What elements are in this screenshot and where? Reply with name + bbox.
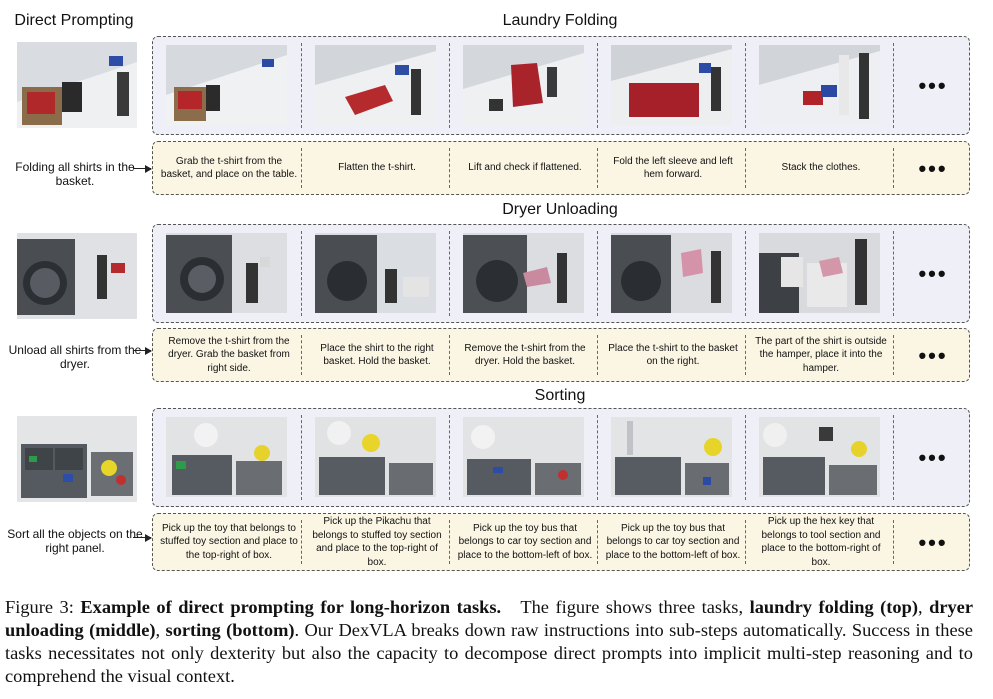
step-divider (449, 415, 450, 500)
step-divider (893, 415, 894, 500)
ellipsis-icon: ••• (918, 445, 948, 470)
laundry-step-1-text: Grab the t-shirt from the basket, and place on the table. (160, 155, 298, 180)
sorting-step-5-image (759, 417, 880, 497)
step-divider (449, 148, 450, 188)
dryer-step-3-text: Remove the t-shirt from the dryer. Hold the basket. (464, 342, 586, 367)
caption-sep-1: , (917, 597, 923, 617)
step-divider (597, 520, 598, 564)
sorting-step-4-image (611, 417, 732, 497)
step-divider (449, 231, 450, 316)
step-divider (449, 43, 450, 128)
sorting-step-1-image (166, 417, 287, 497)
ellipsis-icon: ••• (918, 156, 948, 181)
step-divider (597, 148, 598, 188)
arrow-icon (133, 350, 151, 351)
caption-text-2: . Our DexVLA breaks down raw instructions into sub-steps automatically. Success in these tasks necessitates not only dexterity but also the capacity to decompose direct prompts into implicit multi-step reasoning and to comprehend the visual context. (5, 620, 973, 686)
sorting-step-2-text: Pick up the Pikachu that belongs to stuffed toy section and place to the top-right of box. (312, 516, 442, 568)
caption-text-1: The figure shows three tasks, (520, 597, 744, 617)
laundry-instruction: Folding all shirts in the basket. (15, 160, 135, 188)
sorting-step-3-text: Pick up the toy bus that belongs to car toy section and place to the bottom-left of box. (457, 522, 593, 561)
step-divider (597, 43, 598, 128)
direct-prompting-heading: Direct Prompting (14, 12, 134, 29)
laundry-step-4-image (611, 45, 732, 125)
sorting-step-5-text: Pick up the hex key that belongs to tool section and place to the bottom-right of box. (761, 516, 881, 568)
sorting-image-panel (152, 408, 970, 507)
step-divider (301, 231, 302, 316)
dryer-step-4-text: Place the t-shirt to the basket on the right. (608, 342, 738, 367)
step-divider (893, 43, 894, 128)
step-divider (597, 335, 598, 375)
sorting-step-1-text: Pick up the toy that belongs to stuffed toy section and place to the top-right of box. (160, 522, 298, 561)
caption-bold-1: laundry folding (top) (749, 597, 918, 617)
step-divider (745, 231, 746, 316)
step-divider (745, 520, 746, 564)
step-divider (745, 148, 746, 188)
step-divider (893, 148, 894, 188)
task-title-sorting: Sorting (534, 387, 586, 404)
step-divider (745, 415, 746, 500)
caption-title: Example of direct prompting for long-horizon tasks. (80, 597, 502, 617)
dryer-step-2-image (315, 233, 436, 313)
step-divider (893, 335, 894, 375)
step-divider (597, 415, 598, 500)
laundry-step-2-image (315, 45, 436, 125)
step-divider (745, 335, 746, 375)
step-divider (449, 335, 450, 375)
step-divider (301, 43, 302, 128)
ellipsis-icon: ••• (918, 73, 948, 98)
caption-bold-3: sorting (bottom) (165, 620, 295, 640)
step-divider (301, 415, 302, 500)
laundry-step-5-text: Stack the clothes. (781, 162, 861, 174)
sorting-step-4-text: Pick up the toy bus that belongs to car toy section and place to the bottom-left of box. (605, 522, 741, 561)
laundry-overview-image (17, 42, 137, 128)
ellipsis-icon: ••• (918, 261, 948, 286)
step-divider (893, 520, 894, 564)
figure-caption (5, 596, 973, 688)
step-divider (745, 43, 746, 128)
step-divider (449, 520, 450, 564)
task-title-laundry-folding: Laundry Folding (502, 12, 618, 29)
dryer-step-5-image (759, 233, 880, 313)
step-divider (893, 231, 894, 316)
laundry-step-3-text: Lift and check if flattened. (468, 162, 582, 174)
dryer-step-2-text: Place the shirt to the right basket. Hold the basket. (320, 342, 434, 367)
ellipsis-icon: ••• (918, 530, 948, 555)
step-divider (597, 231, 598, 316)
laundry-steps-panel (152, 141, 970, 195)
caption-sep-2: , (155, 620, 161, 640)
step-divider (301, 520, 302, 564)
dryer-image-panel (152, 224, 970, 323)
laundry-step-2-text: Flatten the t-shirt. (338, 162, 416, 174)
caption-bold-2: dryer unloading (middle) (5, 597, 974, 640)
dryer-steps-panel (152, 328, 970, 382)
laundry-step-1-image (166, 45, 287, 125)
laundry-step-3-image (463, 45, 584, 125)
arrow-icon (133, 168, 151, 169)
sorting-instruction: Sort all the objects on the right panel. (7, 527, 143, 555)
dryer-instruction: Unload all shirts from the dryer. (8, 343, 142, 371)
step-divider (301, 148, 302, 188)
arrow-icon (133, 537, 151, 538)
dryer-step-4-image (611, 233, 732, 313)
step-divider (301, 335, 302, 375)
dryer-overview-image (17, 233, 137, 319)
sorting-steps-panel (152, 513, 970, 571)
caption-label: Figure 3: (5, 597, 74, 617)
laundry-step-4-text: Fold the left sleeve and left hem forward. (613, 155, 733, 180)
sorting-overview-image (17, 416, 137, 502)
laundry-step-5-image (759, 45, 880, 125)
task-title-dryer-unloading: Dryer Unloading (502, 201, 618, 218)
dryer-step-3-image (463, 233, 584, 313)
ellipsis-icon: ••• (918, 343, 948, 368)
sorting-step-2-image (315, 417, 436, 497)
laundry-image-panel (152, 36, 970, 135)
dryer-step-5-text: The part of the shirt is outside the hamper, place it into the hamper. (755, 335, 887, 374)
dryer-step-1-text: Remove the t-shirt from the dryer. Grab the basket from right side. (168, 335, 290, 374)
dryer-step-1-image (166, 233, 287, 313)
sorting-step-3-image (463, 417, 584, 497)
